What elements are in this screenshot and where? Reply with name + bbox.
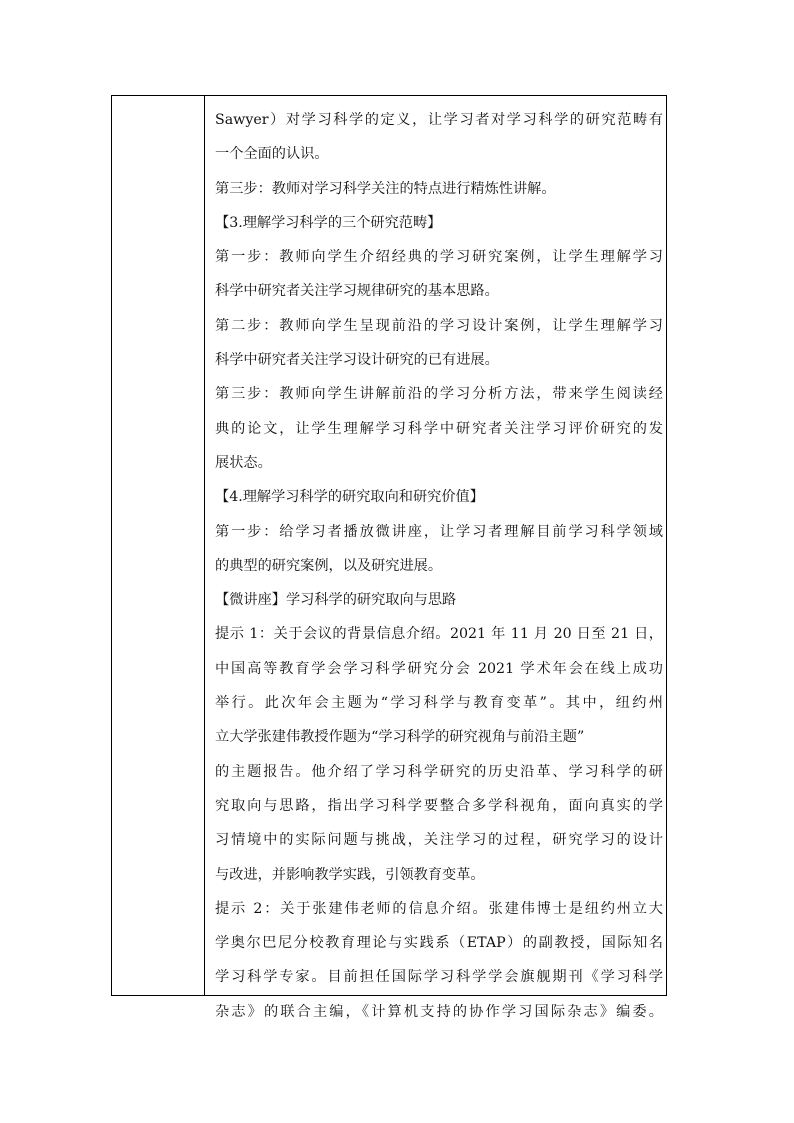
text-line: 的主题报告。他介绍了学习科学研究的历史沿革、学习科学的研 [215, 763, 663, 780]
text-line: 学习科学专家。目前担任国际学习科学学会旗舰期刊《学习科学 [215, 969, 663, 986]
text-line: 举行。此次年会主题为“学习科学与教育变革”。其中，纽约州 [215, 695, 663, 712]
text-line: 中国高等教育学会学习科学研究分会 2021 学术年会在线上成功 [215, 660, 663, 677]
text-line: 习情境中的实际问题与挑战，关注学习的过程，研究学习的设计 [215, 832, 663, 849]
text-line: 第一步：给学习者播放微讲座，让学习者理解目前学习科学领域 [215, 523, 663, 540]
table-left-column [112, 96, 205, 995]
text-line: 一个全面的认识。 [215, 146, 329, 163]
text-line: 学奥尔巴尼分校教育理论与实践系（ETAP）的副教授，国际知名 [215, 935, 663, 952]
text-line: 典的论文，让学生理解学习科学中研究者关注学习评价研究的发 [215, 420, 663, 437]
text-line: 提示 1：关于会议的背景信息介绍。2021 年 11 月 20 日至 21 日， [215, 626, 663, 643]
table-content-cell [215, 103, 663, 1029]
text-line: 杂志》的联合主编，《计算机支持的协作学习国际杂志》编委。 [215, 1003, 663, 1020]
text-line: 第三步：教师向学生讲解前沿的学习分析方法，带来学生阅读经 [215, 386, 663, 403]
text-line: 展状态。 [215, 454, 272, 471]
text-line: 科学中研究者关注学习设计研究的已有进展。 [215, 352, 499, 369]
text-line: 【4.理解学习科学的研究取向和研究价值】 [215, 489, 484, 506]
text-line: 【3.理解学习科学的三个研究范畴】 [215, 214, 442, 231]
text-line: 第一步：教师向学生介绍经典的学习研究案例，让学生理解学习 [215, 249, 663, 266]
text-line: 科学中研究者关注学习规律研究的基本思路。 [215, 283, 499, 300]
lesson-plan-table [111, 95, 667, 1020]
text-line: 的典型的研究案例，以及研究进展。 [215, 557, 443, 574]
text-line: 究取向与思路，指出学习科学要整合多学科视角，面向真实的学 [215, 797, 663, 814]
text-line: Sawyer）对学习科学的定义，让学习者对学习科学的研究范畴有 [215, 112, 663, 128]
text-line: 与改进，并影响教学实践，引领教育变革。 [215, 866, 485, 883]
text-line: 立大学张建伟教授作题为“学习科学的研究视角与前沿主题” [215, 729, 585, 746]
text-line: 【微讲座】学习科学的研究取向与思路 [215, 592, 457, 609]
text-line: 第三步：教师对学习科学关注的特点进行精炼性讲解。 [215, 180, 556, 197]
text-line: 第二步：教师向学生呈现前沿的学习设计案例，让学生理解学习 [215, 317, 663, 334]
text-line: 提示 2：关于张建伟老师的信息介绍。张建伟博士是纽约州立大 [215, 900, 663, 917]
